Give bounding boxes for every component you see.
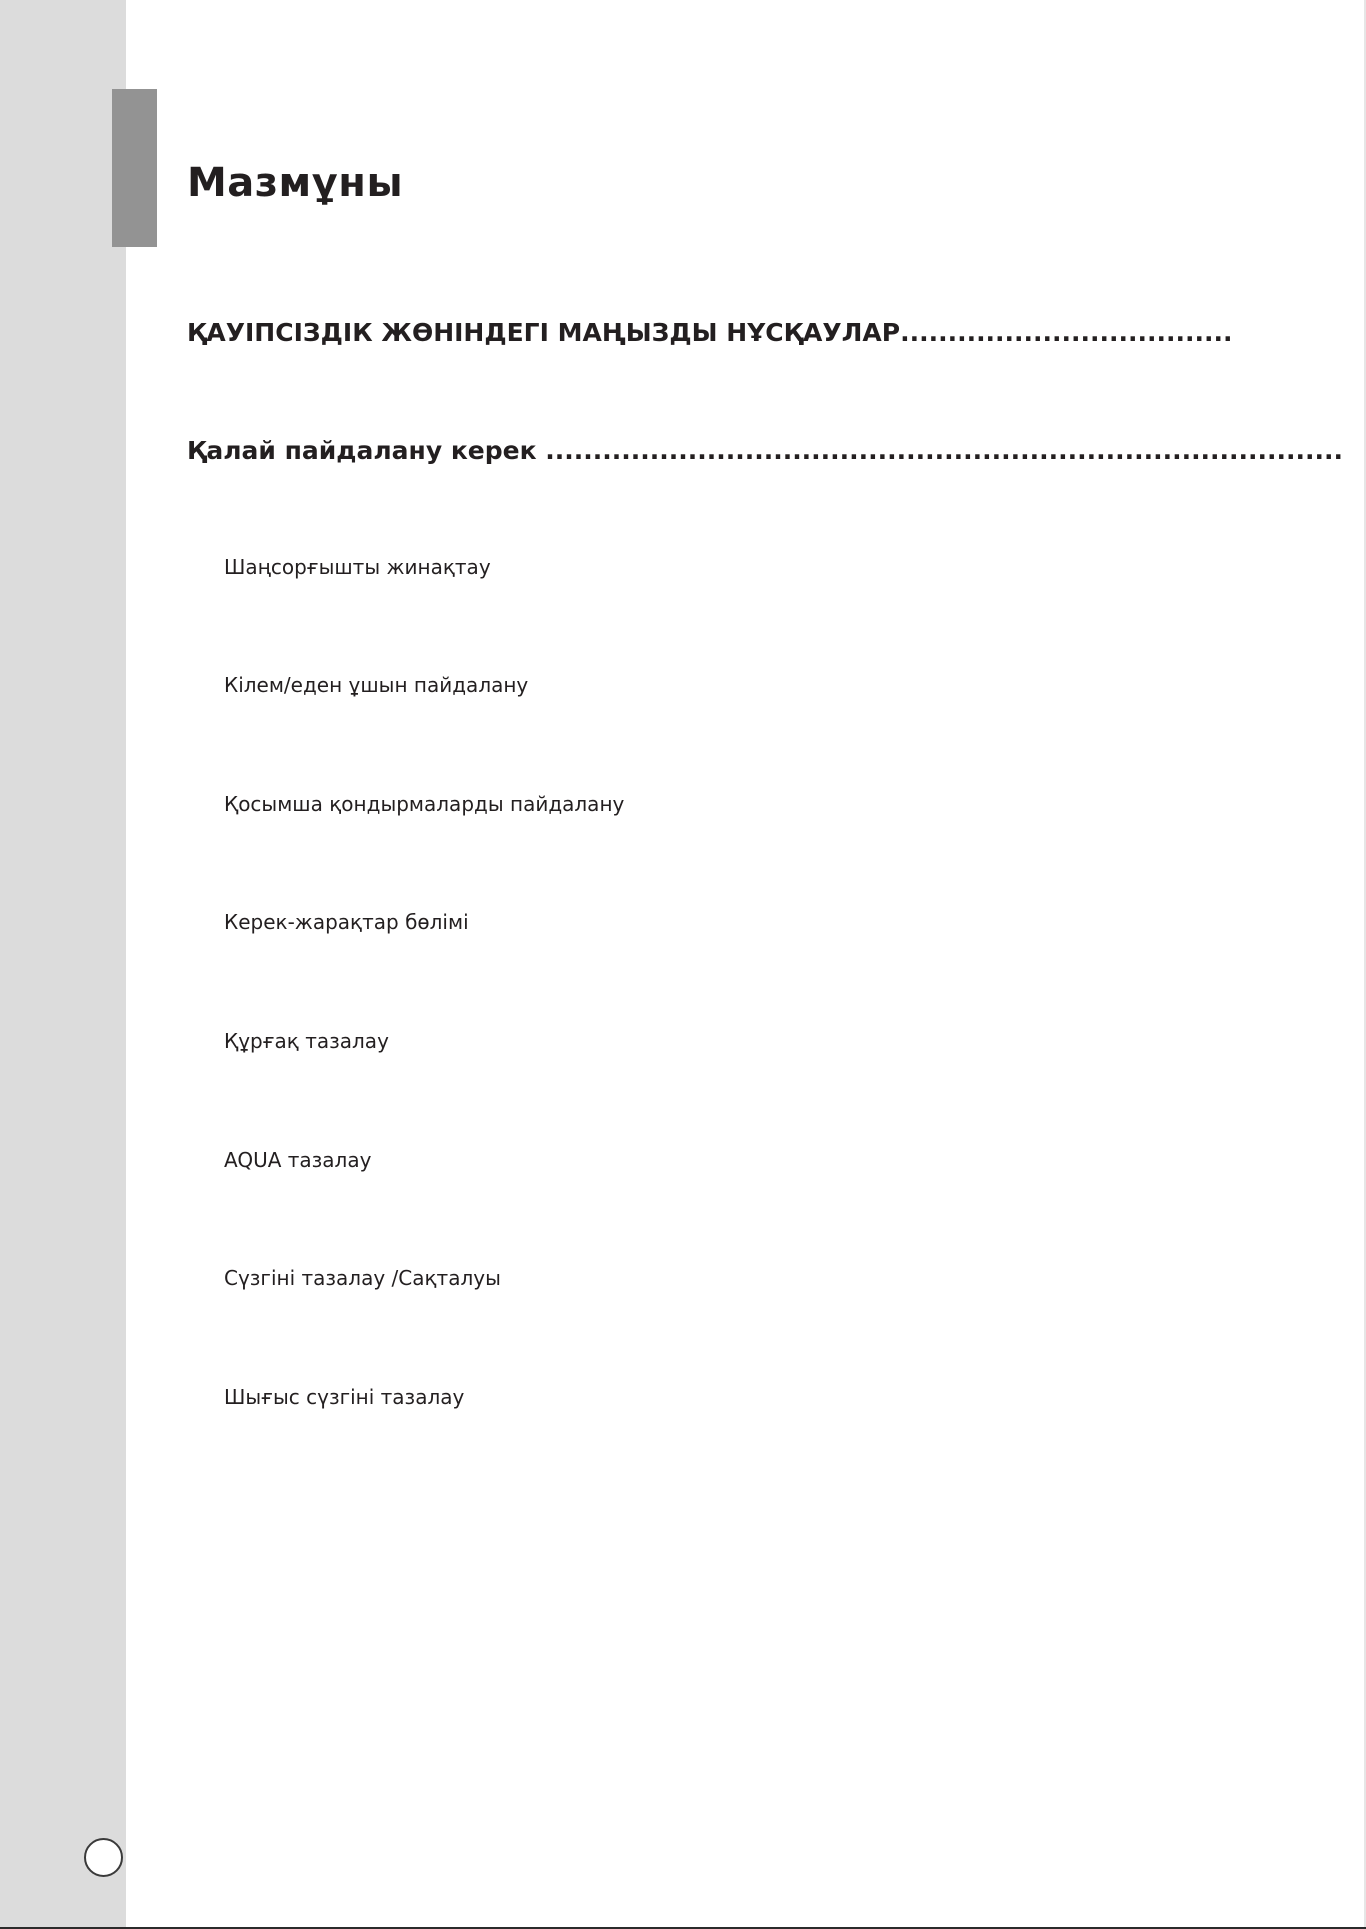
header-tab-marker [112, 89, 157, 247]
toc-item-assembly[interactable]: Шаңсорғышты жинақтау [224, 555, 491, 579]
page-title: Мазмұны [187, 160, 404, 206]
page-number-circle [84, 1838, 123, 1877]
toc-item-dry-cleaning[interactable]: Құрғақ тазалау [224, 1029, 389, 1053]
toc-section-safety[interactable]: ҚАУІПСІЗДІК ЖӨНІНДЕГІ МАҢЫЗДЫ НҰСҚАУЛАР................................... [187, 318, 1233, 347]
toc-item-aqua-cleaning[interactable]: AQUA тазалау [224, 1148, 372, 1172]
toc-item-filter-cleaning[interactable]: Сүзгіні тазалау /Сақталуы [224, 1266, 501, 1290]
toc-section-how-to-use[interactable]: Қалай пайдалану керек .................................................................................... [187, 436, 1344, 465]
toc-item-floor-nozzle[interactable]: Кілем/еден ұшын пайдалану [224, 673, 529, 697]
toc-item-accessories-use[interactable]: Қосымша қондырмаларды пайдалану [224, 792, 625, 816]
toc-item-accessory-compartment[interactable]: Керек-жарақтар бөлімі [224, 910, 469, 934]
left-margin-strip [0, 0, 126, 1929]
toc-item-exhaust-filter[interactable]: Шығыс сүзгіні тазалау [224, 1385, 465, 1409]
